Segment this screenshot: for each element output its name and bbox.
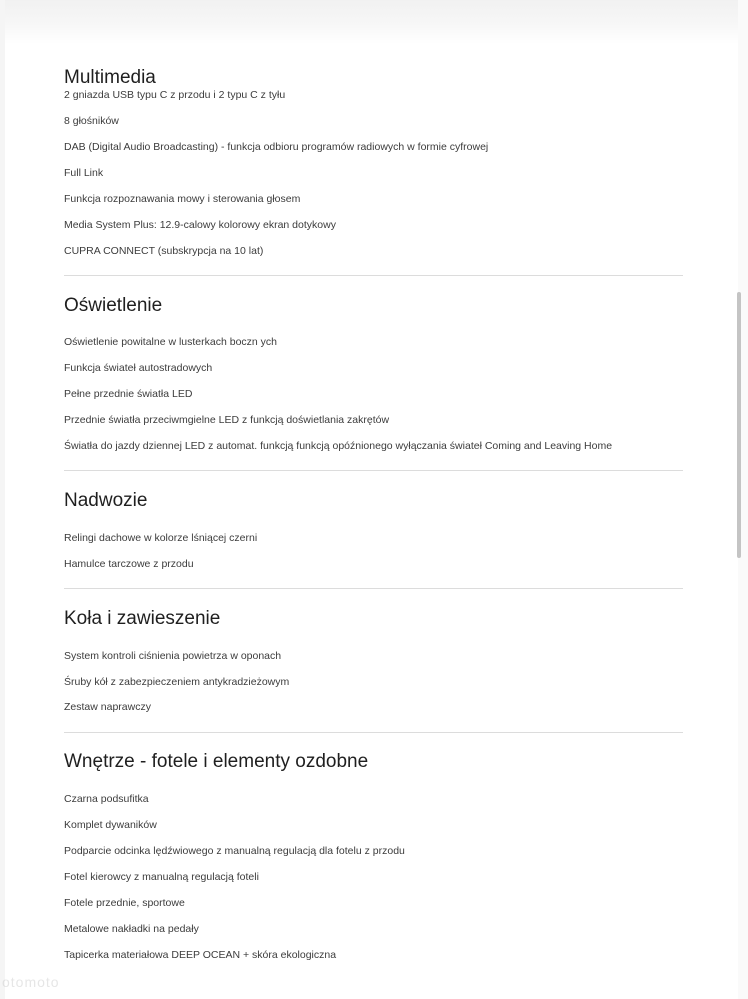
section-divider [64, 470, 683, 471]
list-item: Czarna podsufitka [64, 793, 149, 805]
list-item: Śruby kół z zabezpieczeniem antykradzieżowym [64, 676, 290, 688]
list-item: Funkcja rozpoznawania mowy i sterowania głosem [64, 193, 301, 205]
section-divider [64, 588, 683, 589]
top-header-fade [0, 0, 748, 44]
list-item: Fotele przednie, sportowe [64, 897, 185, 909]
list-item: Przednie światła przeciwmgielne LED z funkcją doświetlania zakrętów [64, 414, 390, 426]
list-item: DAB (Digital Audio Broadcasting) - funkcja odbioru programów radiowych w formie cyfrowej [64, 141, 489, 153]
list-item: Oświetlenie powitalne w lusterkach boczn ych [64, 336, 278, 348]
list-item: Metalowe nakładki na pedały [64, 923, 199, 935]
list-item: System kontroli ciśnienia powietrza w oponach [64, 650, 282, 662]
list-item: Pełne przednie światła LED [64, 388, 193, 400]
left-edge [0, 0, 5, 999]
list-item: Komplet dywaników [64, 819, 157, 831]
list-item: Zestaw naprawczy [64, 701, 151, 713]
section-divider [64, 732, 683, 733]
section-title: Multimedia [64, 67, 156, 88]
list-item: 2 gniazda USB typu C z przodu i 2 typu C z tyłu [64, 89, 286, 101]
list-item: Hamulce tarczowe z przodu [64, 558, 194, 570]
list-item: Fotel kierowcy z manualną regulacją foteli [64, 871, 259, 883]
list-item: Podparcie odcinka lędźwiowego z manualną regulacją dla fotelu z przodu [64, 845, 405, 857]
section-title: Nadwozie [64, 490, 148, 511]
list-item: Relingi dachowe w kolorze lśniącej czerni [64, 532, 258, 544]
section-title: Koła i zawieszenie [64, 608, 221, 629]
scrollbar-thumb[interactable] [737, 292, 741, 558]
section-title: Oświetlenie [64, 295, 163, 316]
list-item: Funkcja świateł autostradowych [64, 362, 213, 374]
section-title: Wnętrze - fotele i elementy ozdobne [64, 751, 369, 772]
section-divider [64, 275, 683, 276]
list-item: Media System Plus: 12.9-calowy kolorowy ekran dotykowy [64, 219, 336, 231]
list-item: 8 głośników [64, 115, 119, 127]
list-item: CUPRA CONNECT (subskrypcja na 10 lat) [64, 245, 264, 257]
watermark: otomoto [2, 974, 60, 990]
list-item: Światła do jazdy dziennej LED z automat. funkcją funkcją opóźnionego wyłączania świateł Coming and Leaving Home [64, 440, 613, 452]
list-item: Full Link [64, 167, 104, 179]
list-item: Tapicerka materiałowa DEEP OCEAN + skóra ekologiczna [64, 949, 337, 961]
